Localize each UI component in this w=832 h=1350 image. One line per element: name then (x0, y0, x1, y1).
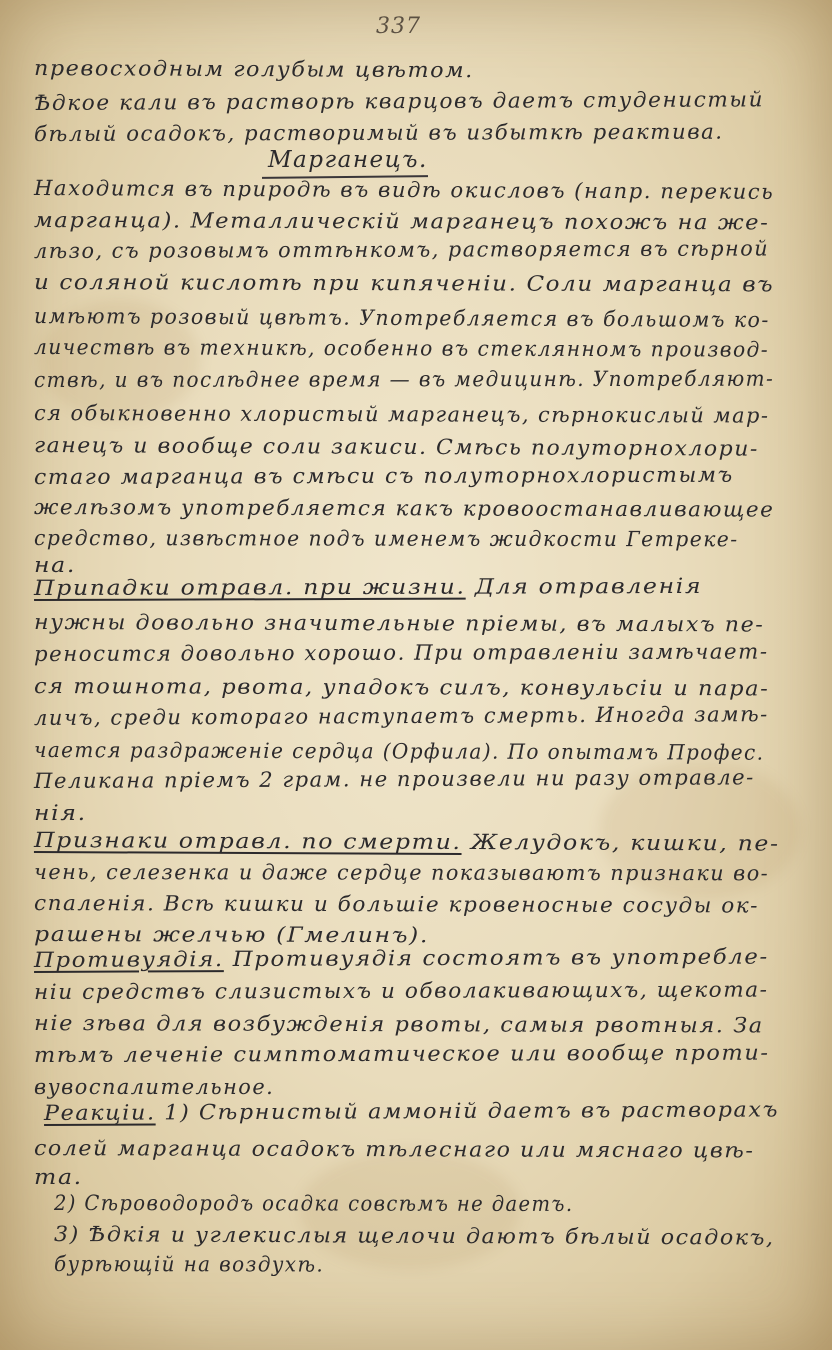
underlined-subheading: Припадки отравл. при жизни. (33, 574, 466, 600)
underlined-subheading: Признаки отравл. по смерти. (33, 828, 462, 854)
manuscript-line (33, 119, 724, 146)
manuscript-line (34, 946, 769, 971)
manuscript-text-segment: 2) Сѣроводородъ осадка совсѣмъ не даетъ. (53, 1191, 574, 1216)
manuscript-text-segment: лѣзо, съ розовымъ оттѣнкомъ, растворяется въ сѣрной (33, 236, 770, 263)
manuscript-text-segment: бѣлый осадокъ, растворимый въ избыткѣ реактива. (33, 119, 724, 146)
manuscript-text-segment: ствѣ, и въ послѣднее время — въ медицинѣ. Употребляют- (33, 366, 775, 392)
manuscript-text-segment: Ѣдкое кали въ растворѣ кварцовъ даетъ студенистый (33, 87, 765, 115)
manuscript-text-segment: чается раздраженіе сердца (Орфила). По опытамъ Профес. (33, 738, 765, 765)
manuscript-line (34, 641, 769, 665)
manuscript-line (34, 740, 765, 764)
manuscript-line (34, 337, 769, 361)
manuscript-line (34, 862, 769, 884)
manuscript-text-segment: личъ, среди котораго наступаетъ смерть. Иногда замѣ- (33, 702, 769, 730)
manuscript-line (34, 89, 764, 114)
manuscript-text-segment: ганецъ и вообще соли закиси. Смѣсь полуторнохлори- (33, 433, 759, 461)
manuscript-line (33, 977, 769, 1004)
manuscript-text-segment: ся обыкновенно хлористый марганецъ, сѣрнокислый мар- (33, 401, 770, 428)
manuscript-text-segment: та. (34, 1165, 83, 1189)
manuscript-line (34, 555, 76, 576)
manuscript-line (34, 1013, 764, 1036)
manuscript-text-segment: на. (34, 553, 77, 577)
manuscript-text-segment: ніи средствъ слизистыхъ и обволакивающихъ, щекота- (33, 977, 769, 1004)
manuscript-line (54, 1254, 324, 1275)
page-number: 337 (376, 14, 421, 39)
manuscript-text-segment: тѣмъ леченіе симптоматическое или вообще проти- (33, 1040, 770, 1067)
manuscript-text-segment: нужны довольно значительные пріемы, въ малыхъ пе- (33, 610, 765, 637)
manuscript-line (54, 1193, 573, 1215)
manuscript-line (34, 924, 429, 946)
manuscript-text-segment: желѣзомъ употребляется какъ кровоостанавливающее (33, 495, 775, 522)
manuscript-text-segment: 1) Сѣрнистый аммоній даетъ въ растворахъ (155, 1097, 780, 1125)
manuscript-line (34, 893, 759, 916)
manuscript-text-segment: Желудокъ, кишки, пе- (461, 829, 780, 856)
manuscript-line (44, 1099, 779, 1124)
manuscript-line (34, 767, 755, 792)
manuscript-line (34, 403, 769, 427)
manuscript-text-segment: бурѣющій на воздухѣ. (53, 1252, 325, 1277)
manuscript-line (34, 497, 774, 521)
manuscript-text-segment: средство, извѣстное подъ именемъ жидкости Гетреке- (33, 526, 739, 552)
manuscript-line (54, 1224, 775, 1249)
manuscript-text-segment: Для отравленія (465, 573, 703, 599)
underlined-subheading: Противуядія. (33, 947, 224, 972)
manuscript-text-segment: реносится довольно хорошо. При отравленіи замѣчает- (33, 639, 769, 666)
manuscript-text-segment: Находится въ природѣ въ видѣ окисловъ (напр. перекись (33, 176, 775, 204)
manuscript-line (33, 462, 734, 489)
manuscript-line (34, 704, 769, 729)
manuscript-line (34, 1167, 83, 1188)
manuscript-line (34, 58, 474, 81)
section-heading: Марганецъ. (268, 147, 428, 173)
manuscript-line (33, 573, 703, 600)
manuscript-line (33, 366, 775, 392)
manuscript-line (34, 435, 759, 460)
manuscript-text-segment: спаленія. Всѣ кишки и большіе кровеносные сосуды ок- (33, 891, 760, 918)
manuscript-line (34, 238, 769, 262)
manuscript-text-segment: имѣютъ розовый цвѣтъ. Употребляется въ большомъ ко- (33, 304, 770, 332)
manuscript-line (34, 803, 87, 824)
manuscript-line (34, 178, 774, 203)
manuscript-text-segment: чень, селезенка и даже сердце показываютъ признаки во- (33, 860, 770, 886)
manuscript-text-segment: личествѣ въ техникѣ, особенно въ стеклянномъ производ- (33, 335, 770, 362)
manuscript-text-segment: ніе зѣва для возбужденія рвоты, самыя рвотныя. За (33, 1011, 764, 1038)
manuscript-text-segment: Пеликана пріемъ 2 грам. не произвели ни разу отравле- (33, 765, 755, 793)
manuscript-text-segment: вувоспалительное. (34, 1075, 275, 1099)
manuscript-line (34, 528, 739, 550)
manuscript-line (34, 1077, 274, 1098)
underlined-subheading: Реакціи. (43, 1100, 156, 1125)
manuscript-line (34, 210, 769, 233)
manuscript-line (34, 272, 774, 295)
manuscript-text-segment: рашены желчью (Гмелинъ). (33, 922, 430, 948)
manuscript-text-segment: ся тошнота, рвота, упадокъ силъ, конвульсіи и пара- (33, 674, 770, 701)
manuscript-text-segment: марганца). Металлическій марганецъ похожъ на же- (33, 208, 770, 235)
manuscript-text-segment: нія. (34, 801, 87, 825)
manuscript-text-segment: солей марганца осадокъ тѣлеснаго или мяснаго цвѣ- (33, 1136, 755, 1163)
manuscript-text-segment: и соляной кислотѣ при кипяченіи. Соли марганца въ (33, 270, 775, 297)
manuscript-line (33, 1040, 770, 1067)
manuscript-line (34, 676, 769, 699)
manuscript-text-segment: Противуядія состоятъ въ употребле- (223, 944, 769, 972)
manuscript-line (34, 306, 770, 331)
manuscript-text-segment: превосходным голубым цвѣтом. (33, 56, 474, 83)
manuscript-line (34, 830, 780, 854)
manuscript-line (34, 612, 764, 635)
manuscript-text-segment: 3) Ѣдкія и углекислыя щелочи даютъ бѣлый осадокъ, (53, 1222, 775, 1250)
manuscript-text-segment: стаго марганца въ смѣси съ полуторнохлористымъ (33, 462, 734, 489)
manuscript-line (34, 1138, 754, 1161)
